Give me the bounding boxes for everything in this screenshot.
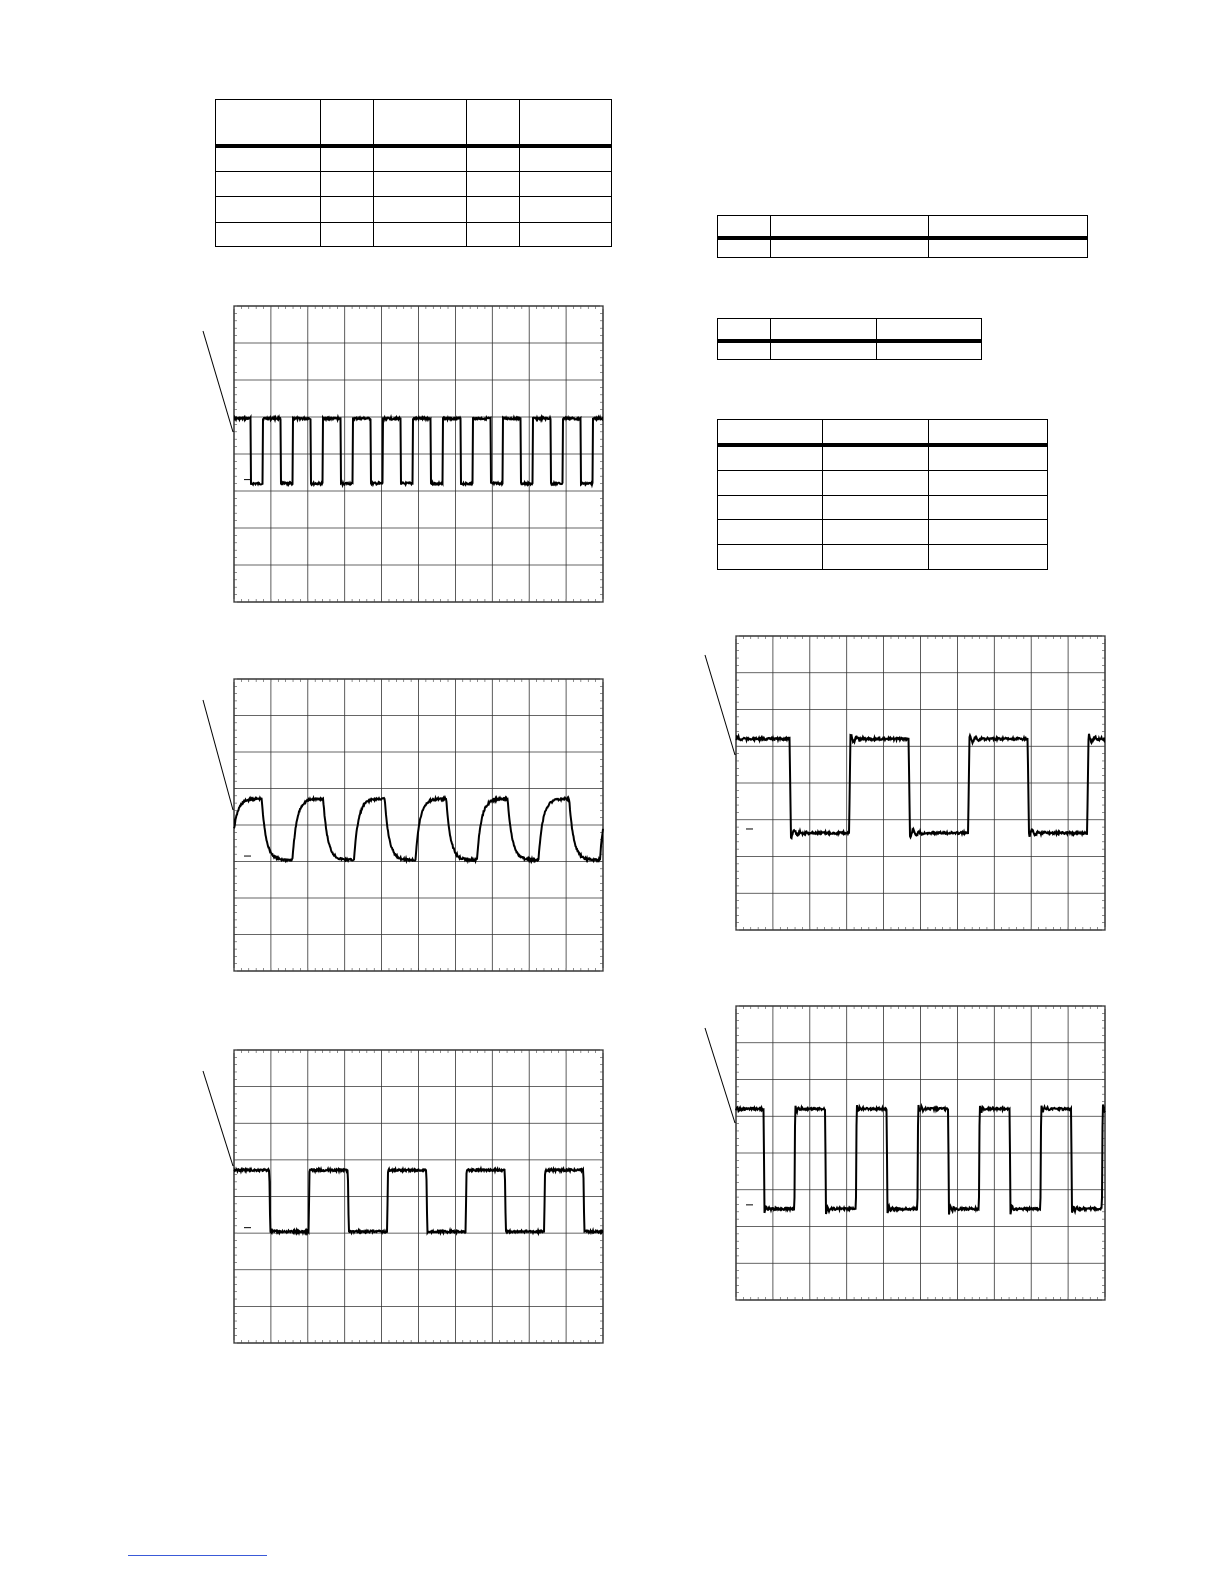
waveform-plot [735,635,1106,931]
graticule [736,1006,1105,1300]
table-cell [321,146,374,171]
table-cell [929,470,1048,495]
table-cell [467,171,520,196]
table-cell [520,222,612,246]
table-cell [374,171,467,196]
data-table-left [215,99,612,247]
probe-pointer-line [200,328,240,438]
table-cell [718,216,771,238]
table-cell [718,420,823,446]
table-cell [520,146,612,171]
table-cell [467,222,520,246]
probe-pointer-line [200,1068,240,1173]
graticule [736,636,1105,930]
oscilloscope-screen-left-1 [233,305,604,603]
table-cell [771,319,877,341]
waveform-plot [735,1005,1106,1301]
table-cell [929,445,1048,470]
graticule [234,306,603,602]
table-cell [929,420,1048,446]
footer-link-underline[interactable] [128,1555,267,1556]
table-cell [216,100,321,146]
table-cell [216,171,321,196]
table-cell [374,100,467,146]
table-cell [374,197,467,222]
table-cell [718,341,771,360]
table-cell [823,520,929,545]
table-cell [467,100,520,146]
table-cell [718,319,771,341]
table-cell [520,171,612,196]
table-cell [718,545,823,570]
table-cell [823,445,929,470]
table-cell [718,520,823,545]
table-cell [216,222,321,246]
table-cell [877,341,982,360]
table-cell [467,146,520,171]
table-cell [771,341,877,360]
table-cell [520,100,612,146]
table-cell [929,545,1048,570]
probe-pointer-line [702,652,742,762]
table-cell [321,197,374,222]
table-cell [374,222,467,246]
table-cell [718,495,823,520]
table-cell [929,238,1088,258]
data-table-right-2 [717,318,982,360]
table-cell [823,470,929,495]
table-cell [823,495,929,520]
table-cell [929,520,1048,545]
table-cell [877,319,982,341]
table-cell [467,197,520,222]
table-cell [216,197,321,222]
table-cell [321,171,374,196]
table-cell [520,197,612,222]
waveform-plot [233,305,604,603]
table-cell [771,238,929,258]
probe-pointer-line [200,697,240,817]
data-table-right-3 [717,419,1048,570]
table-cell [929,495,1048,520]
table-cell [771,216,929,238]
graticule [234,1050,603,1343]
waveform-plot [233,678,604,972]
oscilloscope-screen-right-1 [735,635,1106,931]
probe-pointer-line [702,1025,742,1130]
table-cell [718,238,771,258]
table-cell [823,420,929,446]
table-cell [823,545,929,570]
data-table-right-1 [717,215,1088,258]
table-cell [374,146,467,171]
table-cell [718,470,823,495]
table-cell [718,445,823,470]
table-cell [216,146,321,171]
table-cell [321,222,374,246]
oscilloscope-screen-left-3 [233,1049,604,1344]
table-cell [929,216,1088,238]
table-cell [321,100,374,146]
oscilloscope-screen-left-2 [233,678,604,972]
oscilloscope-screen-right-2 [735,1005,1106,1301]
waveform-plot [233,1049,604,1344]
